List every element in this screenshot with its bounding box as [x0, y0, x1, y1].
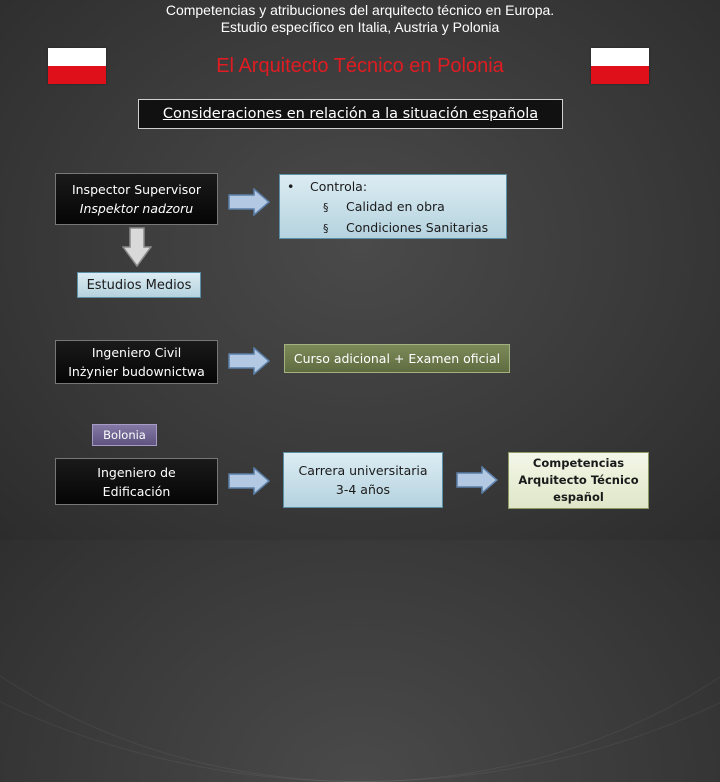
inspector-title: Inspector Supervisor: [71, 182, 202, 197]
page-header: [0, 2, 720, 36]
competencias-line3: español: [553, 490, 604, 504]
bolonia-badge: Bolonia: [92, 424, 157, 446]
controla-subitem: [287, 218, 488, 239]
header-line-2: Estudio específico en Italia, Austria y Polonia: [220, 19, 500, 35]
arrow-right-icon: [228, 347, 270, 375]
carrera-duration: 3-4 años: [335, 482, 391, 497]
ingeniero-edificacion-line1: Ingeniero de: [97, 464, 176, 480]
controla-label: Controla:: [310, 179, 368, 194]
carrera-box: [283, 452, 443, 508]
arrow-right-icon: [456, 466, 498, 494]
controla-subitem-label: Calidad en obra: [346, 199, 445, 214]
curso-box: Curso adicional + Examen oficial: [284, 344, 510, 373]
estudios-medios-box: Estudios Medios: [77, 272, 201, 298]
inspector-box: [55, 173, 218, 225]
ingeniero-edificacion-box: [55, 458, 218, 505]
ingeniero-civil-box: [55, 340, 218, 384]
controla-subitem-label: Condiciones Sanitarias: [346, 220, 489, 235]
controla-item: [287, 177, 488, 197]
inspector-subtitle: Inspektor nadzoru: [79, 201, 194, 216]
controla-subitem: [287, 197, 488, 218]
ingeniero-civil-title: Ingeniero Civil: [91, 345, 182, 360]
ingeniero-civil-subtitle: Inżynier budownictwa: [68, 364, 205, 379]
header-line-1: Competencias y atribuciones del arquitecto técnico en Europa.: [165, 2, 555, 18]
controla-list: [287, 177, 488, 239]
flag-poland-icon: [48, 48, 106, 84]
competencias-box: [508, 452, 649, 509]
arrow-right-icon: [228, 188, 270, 216]
consideraciones-banner: Consideraciones en relación a la situación española: [138, 99, 563, 129]
competencias-line1: Competencias: [532, 456, 625, 470]
carrera-title: Carrera universitaria: [298, 463, 428, 478]
bullet-icon: •: [287, 179, 295, 194]
ingeniero-edificacion-line2: Edificación: [102, 483, 171, 499]
page-title: El Arquitecto Técnico en Polonia: [216, 55, 504, 77]
sub-bullet-icon: §: [323, 201, 329, 214]
sub-bullet-icon: §: [323, 222, 329, 235]
arrow-right-icon: [228, 467, 270, 495]
competencias-line2: Arquitecto Técnico: [518, 473, 639, 487]
arrow-down-icon: [122, 227, 152, 267]
